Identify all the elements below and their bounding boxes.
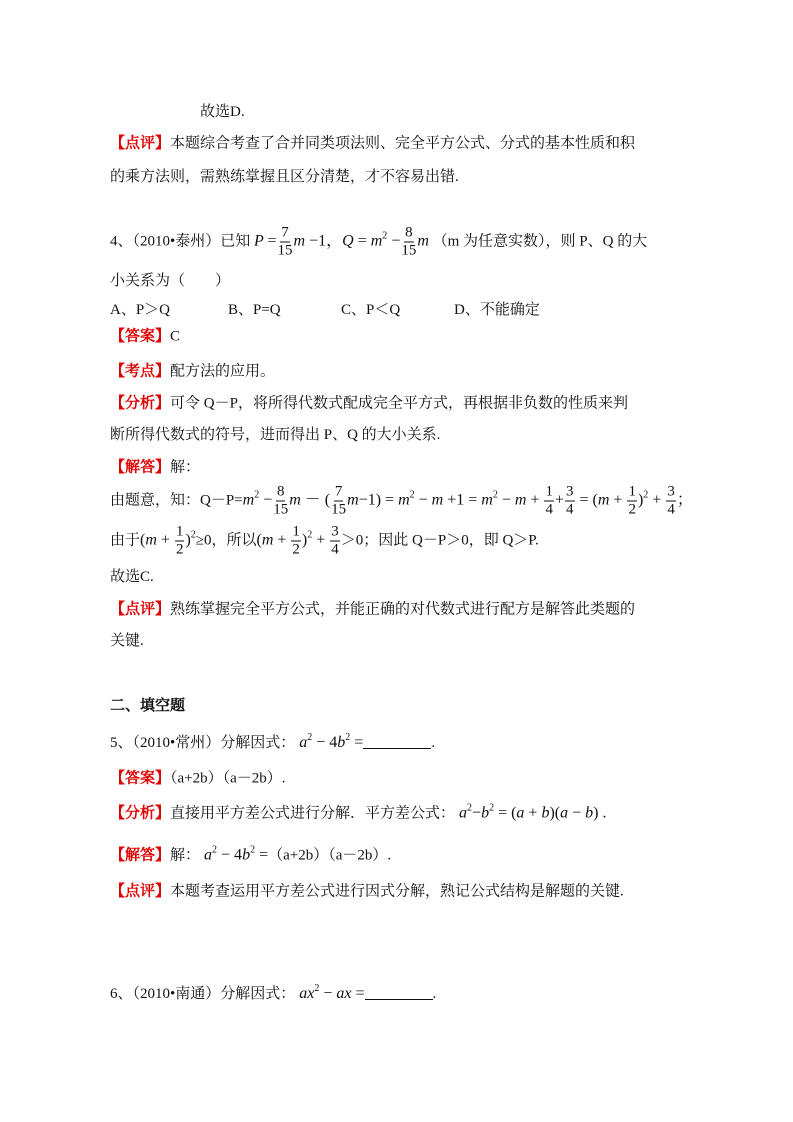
solution-text: 解： (170, 459, 201, 476)
point-text: 配方法的应用。 (170, 363, 276, 380)
sol-text-a: 由于 (110, 532, 141, 549)
sol-text-b: ≥0，所以 (195, 532, 257, 549)
section-title: 二、填空题 (110, 696, 186, 714)
sol-prefix: 由题意，知：Q－P= (110, 492, 243, 509)
q4-solution-line2 (110, 524, 539, 559)
q5-analysis (110, 803, 606, 824)
q6-formula: $ax^2$ − ax = (295, 983, 365, 1002)
q4-solution (110, 457, 200, 478)
comment-text: 熟练掌握完全平方公式，并能正确的对代数式进行配方是解答此类题的 (170, 601, 636, 618)
option-a: A、P＞Q (110, 302, 171, 318)
comment-tag: 【点评】 (110, 599, 171, 618)
q4-stem-cont: 小关系为（ ） (110, 273, 231, 289)
comment-text-cont: 的乘方法则，需熟练掌握且区分清楚，才不容易出错. (110, 169, 459, 185)
solution-result: （a+2b）（a－2b）. (268, 847, 392, 864)
q4-conclusion: 故选C. (110, 569, 154, 585)
q5-answer (110, 768, 286, 789)
sol-formula-3: (m + $\frac{1}{2}$ )$^2$ + $\frac{3}{4}$ (256, 523, 339, 558)
q4-solution-line1 (110, 484, 693, 519)
q4-answer (110, 326, 180, 347)
q5-solution (110, 845, 391, 866)
answer-value: C (170, 328, 181, 345)
answer-tag: 【答案】 (110, 768, 171, 787)
q4-comment (110, 599, 635, 620)
answer-tag: 【答案】 (110, 326, 171, 345)
answer-value: （a+2b）（a－2b）. (170, 770, 286, 787)
q4-point (110, 361, 275, 382)
analysis-formula: $a^2-b^2 = (a + b)(a - b)$ . (455, 802, 607, 822)
solution-tag: 【解答】 (110, 457, 171, 476)
answer-blank (365, 985, 433, 1000)
option-d: D、不能确定 (454, 302, 540, 318)
solution-prefix: 解： (170, 847, 201, 864)
solution-formula: $a^2 - 4b^2$ = (200, 844, 269, 864)
solution-tag: 【解答】 (110, 845, 171, 864)
analysis-text-cont: 断所得代数式的符号，进而得出 P、Q 的大小关系. (110, 427, 441, 443)
analysis-tag: 【分析】 (110, 393, 171, 412)
point-tag: 【考点】 (110, 361, 171, 380)
q4-prefix: 4、（2010•泰州）已知 (110, 233, 251, 250)
q4-stem (110, 225, 647, 260)
analysis-text: 直接用平方差公式进行分解．平方差公式： (170, 805, 456, 822)
q4-analysis (110, 393, 628, 414)
q4-mid: （m 为任意实数），则 P、Q 的大 (432, 233, 648, 250)
q5-formula: $a^2 - 4b^2$ = (295, 732, 364, 751)
analysis-text: 可令 Q－P，将所得代数式配成完全平方式，再根据非负数的性质来判 (170, 395, 628, 412)
prev-comment (110, 133, 635, 154)
q4-options (110, 300, 540, 320)
prev-conclusion: 故选D. (200, 104, 245, 120)
comment-tag: 【点评】 (110, 881, 171, 900)
q6-stem: 6、（2010•南通）分解因式： $ax^2$ − ax = . (110, 983, 437, 1002)
q5-comment (110, 881, 624, 902)
option-b: B、P=Q (228, 302, 281, 318)
answer-blank (363, 734, 431, 749)
q5-stem: 5、（2010•常州）分解因式： $a^2 - 4b^2$ = . (110, 732, 436, 751)
analysis-tag: 【分析】 (110, 803, 171, 822)
comment-text: 本题考查运用平方差公式进行因式分解，熟记公式结构是解题的关键. (170, 883, 624, 900)
sol-text-c: ＞0；因此 Q－P＞0，即 Q＞P. (340, 532, 539, 549)
q6-prefix: 6、（2010•南通）分解因式： (110, 986, 296, 1002)
comment-tag: 【点评】 (110, 133, 171, 152)
comment-text-cont: 关键. (110, 633, 144, 649)
q5-prefix: 5、（2010•常州）分解因式： (110, 735, 296, 751)
q4-formula: P = $\frac{7}{15}$ m −1，$Q = m^2$ − $\frac{8}{15}$ m (254, 224, 429, 259)
option-c: C、P＜Q (341, 302, 401, 318)
comment-text: 本题综合考查了合并同类项法则、完全平方公式、分式的基本性质和积 (170, 135, 636, 152)
sol-formula-1: $m^2$ − $\frac{8}{15}$ m － ( $\frac{7}{15}$ $m-1) = m^2 - m +1 = m^2 - m$ + $\frac{1}{4}$ + $\frac{3}{4}$ = (m + $\frac{1}{2}$ )$^2$ + $\frac{3}{4}$ ； (242, 483, 693, 518)
sol-formula-2: (m + $\frac{1}{2}$ )$^2$ (140, 523, 196, 558)
